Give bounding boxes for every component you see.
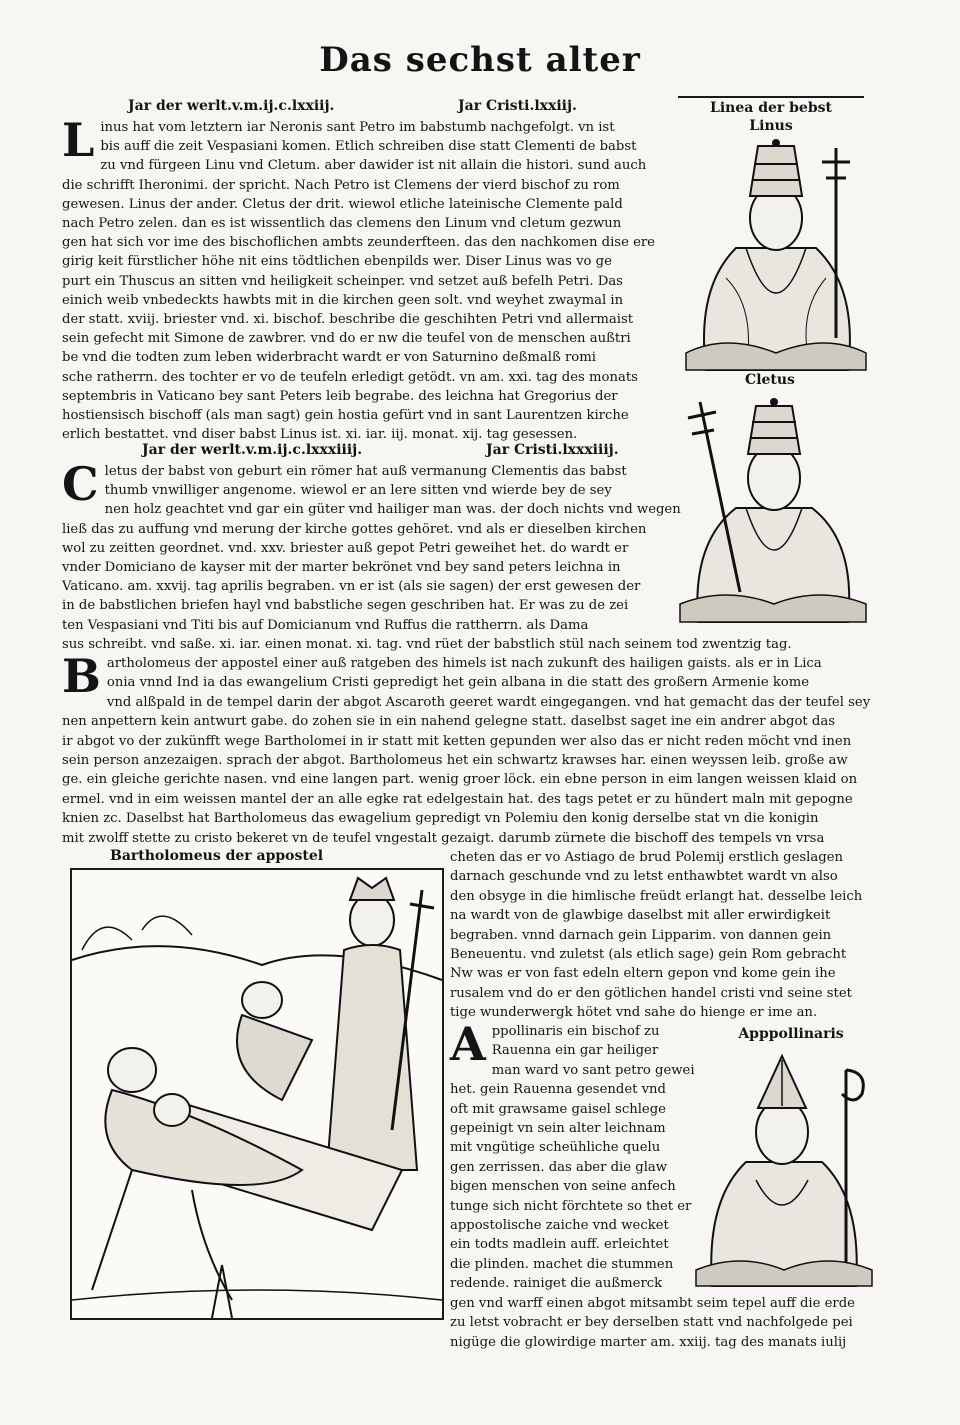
caption-linus: Linus [749, 118, 793, 134]
linus-line: erlich bestattet. vnd diser babst Linus ist. xi. iar. iij. monat. xij. tag gesessen. [62, 427, 578, 443]
linus-line: girig keit fürstlicher höhe nit eins tödtlichen ebenpilds wer. Diser Linus was vo ge [62, 254, 612, 270]
cletus-line: in de babstlichen briefen hayl vnd babstliche segen geschriben hat. Er was zu de zei [62, 598, 629, 614]
cletus-line: wol zu zeitten geordnet. vnd. xxv. briester auß gepot Petri geweihet het. do wardt er [62, 540, 629, 556]
appollinaris-line: oft mit grawsame gaisel schlege [450, 1101, 666, 1117]
appollinaris-line: ein todts madlein auff. erleichtet [450, 1237, 669, 1253]
linus-line: hostiensisch bischoff (als man sagt) gein hostia gefürt vnd in sant Laurentzen kirche [62, 408, 629, 424]
linus-portrait [686, 138, 866, 370]
bartholomeus-right-line: den obsyge in die himlische freüdt erlangt hat. desselbe leich [450, 888, 863, 904]
linus-line: sein gefecht mit Simone de zawbrer. vnd do er nw die teufel von de menschen außtri [62, 331, 631, 347]
cletus-line: thumb vnwilliger angenome. wiewol er an lere sitten vnd wierde bey de sey [104, 483, 612, 499]
bartholomeus-right-line: rusalem vnd do er den götlichen handel cristi vnd seine stet [450, 985, 852, 1001]
bartholomeus-right-line: na wardt von de glawbige daselbst mit aller erwirdigkeit [450, 908, 831, 924]
appollinaris-line: appostolische zaiche vnd wecket [450, 1218, 669, 1234]
appollinaris-line: het. gein Rauenna gesendet vnd [450, 1082, 666, 1098]
bartholomeus-text-block [62, 649, 872, 848]
appollinaris-line: bigen menschen von seine anfech [450, 1179, 676, 1195]
cletus-line: ließ das zu auffung vnd merung der kirche gottes gehöret. vnd als er dieselben kirchen [62, 521, 647, 537]
bartholomeus-right-line: cheten das er vo Astiago de brud Polemij erstlich geslagen [450, 850, 843, 865]
appollinaris-line: ppollinaris ein bischof zu [491, 1024, 660, 1039]
cletus-line: sus schreibt. vnd saße. xi. iar. einen monat. xi. tag. vnd rüet der babstlich stül nach seinem tod zwentzig tag. [62, 636, 792, 652]
linus-line: sche ratherrn. des tochter er vo de teufeln erledigt getödt. vn am. xxi. tag des monats [62, 369, 638, 385]
linus-line: zu vnd fürgeen Linu vnd Cletum. aber dawider ist nit allain die histori. sund auch [100, 158, 647, 174]
cletus-lines [62, 457, 792, 654]
linus-line: septembris in Vaticano bey sant Peters leib begrabe. des leichna hat Gregorius der [62, 388, 618, 404]
bartholomeus-line: ir abgot vo der zukünfft wege Bartholomei in ir statt mit ketten gepunden wer also das er nicht reden möcht vnd inen [62, 733, 852, 749]
bartholomeus-right-line: Nw was er von fast edeln eltern gepon vnd kome gein ihe [450, 966, 836, 982]
linus-line: einich weib vnbedeckts hawbts mit in die kirchen geen solt. vnd weyhet zwaymal in [62, 292, 624, 308]
linus-line: inus hat vom letztern iar Neronis sant Petro im babstumb nachgefolgt. vn ist [100, 120, 615, 135]
linus-line: nach Petro zelen. dan es ist wissentlich das clemens den Linum vnd cletum gezwun [62, 216, 622, 232]
linus-dropcap: L [62, 113, 95, 167]
linus-line: gen hat sich vor ime des bischoflichen ambts zeunderfteen. das den nachkomen dise ere [62, 235, 655, 251]
appollinaris-line: man ward vo sant petro gewei [491, 1062, 695, 1078]
linus-line: der statt. xviij. briester vnd. xi. bischof. beschribe die geschihten Petri vnd allermaist [62, 312, 634, 328]
appollinaris-line: redende. rainiget die außmerck [450, 1276, 663, 1292]
bartholomeus-line: vnd alßpald in de tempel darin der abgot Ascaroth geeret wardt eingegangen. vnd hat gemacht das der teufel sey [106, 694, 871, 710]
cletus-line: letus der babst von geburt ein römer hat auß vermanung Clementis das babst [104, 464, 627, 479]
linus-line: die schrifft Iheronimi. der spricht. Nach Petro ist Clemens der vierd bischof zu rom [62, 177, 620, 193]
bartholomeus-line: mit zwolff stette zu cristo bekeret vn de teufel vngestalt gezaigt. darumb zürnete die bischoff des tempels vn vrsa [62, 830, 825, 846]
bartholomeus-line: knien zc. Daselbst hat Bartholomeus das ewagelium gepredigt vn Polemiu den konig derselbe stat vn die konigin [62, 811, 819, 827]
bartholomeus-right-lines [450, 848, 872, 1023]
year-christ-1: Jar Cristi.lxxiij. [458, 98, 577, 114]
appollinaris-line: gen vnd warff einen abgot mitsambt seim tepel auff die erde [450, 1295, 855, 1311]
year-christ-2: Jar Cristi.lxxxiiij. [486, 442, 619, 458]
year-world-2: Jar der werlt.v.m.ij.c.lxxxiiij. [142, 442, 363, 458]
appollinaris-line: gen zerrissen. das aber die glaw [450, 1159, 668, 1175]
linus-lines [62, 113, 668, 444]
linus-line: purt ein Thuscus an sitten vnd heiligkeit scheinper. vnd setzet auß befelh Petri. Das [62, 273, 623, 289]
caption-appollinaris: Apppollinaris [738, 1026, 844, 1042]
bartholomeus-line: ermel. vnd in eim weissen mantel der an alle egke rat edelgestain hat. des tags petet er zu hündert maln mit gepogne [62, 791, 853, 807]
bartholomeus-right-line: Beneuentu. vnd zuletst (als etlich sage) gein Rom gebracht [450, 947, 847, 963]
bartholomeus-right-block [450, 848, 872, 1023]
linus-line: be vnd die todten zum leben widerbracht wardt er von Saturnino deßmalß romi [62, 350, 596, 366]
appollinaris-line: gepeinigt vn sein alter leichnam [450, 1121, 666, 1137]
caption-bartholomeus: Bartholomeus der appostel [110, 848, 324, 864]
bartholomeus-lines [62, 649, 872, 848]
cletus-line: nen holz geachtet vnd gar ein güter vnd hailiger man was. der doch nichts vnd wegen [104, 502, 681, 518]
linus-text-block [62, 113, 668, 444]
bartholomeus-line: artholomeus der appostel einer auß ratgeben des himels ist nach zukunft des hailigen gaists. als er in Lica [106, 656, 822, 671]
linus-line: bis auff die zeit Vespasiani komen. Etlich schreiben dise statt Clementi de babst [100, 139, 637, 155]
year-world-1: Jar der werlt.v.m.ij.c.lxxiij. [128, 98, 335, 114]
appollinaris-dropcap: A [450, 1017, 486, 1071]
linus-line: gewesen. Linus der ander. Cletus der drit. wiewol etliche lateinische Clemente pald [62, 196, 623, 212]
bartholomeus-line: nen anpettern kein antwurt gabe. do zohen sie in ein nahend gelegne statt. daselbst saget ine ein andrer abgot das [62, 714, 835, 730]
appollinaris-line: Rauenna ein gar heiliger [491, 1043, 659, 1059]
cletus-line: vnder Domiciano de kayser mit der marter bekrönet vnd bey sand peters leichna in [62, 560, 621, 576]
appollinaris-line: zu letst vobracht er bey derselben statt vnd nachfolgede pei [450, 1315, 853, 1331]
cletus-text-block [62, 457, 792, 654]
cletus-line: Vaticano. am. xxvij. tag aprilis begraben. vn er ist (als sie sagen) der erst gewesen der [62, 579, 641, 595]
appollinaris-line: die plinden. machet die stummen [450, 1256, 674, 1272]
caption-cletus: Cletus [745, 372, 795, 388]
cletus-dropcap: C [62, 457, 99, 511]
cletus-line: ten Vespasiani vnd Titi bis auf Domicianum vnd Ruffus die rattherrn. als Dama [62, 617, 589, 633]
cletus-portrait [680, 392, 866, 622]
bartholomeus-woodcut [70, 868, 444, 1320]
appollinaris-portrait [696, 1050, 872, 1286]
bartholomeus-right-line: darnach geschunde vnd zu letst enthawbtet wardt vn also [450, 869, 838, 885]
top-rule [678, 96, 864, 98]
appollinaris-line: nigüge die glowirdige marter am. xxiij. tag des manats iulij [450, 1334, 847, 1350]
appollinaris-line: tunge sich nicht förchtete so thet er [450, 1198, 692, 1214]
appollinaris-line: mit vngütige scheühliche quelu [450, 1140, 661, 1156]
bartholomeus-line: onia vnnd Ind ia das ewangelium Cristi gepredigt het gein albana in die statt des großern Armenie kome [106, 675, 810, 691]
bartholomeus-dropcap: B [62, 649, 101, 703]
caption-linea-der-bebst: Linea der bebst [710, 100, 832, 116]
page-title: Das sechst alter [319, 40, 641, 80]
bartholomeus-line: sein person anzezaigen. sprach der abgot. Bartholomeus het ein schwartz krawses har. einen weyssen leib. große aw [62, 753, 848, 769]
bartholomeus-right-line: begraben. vnnd darnach gein Lipparim. von dannen gein [450, 927, 832, 943]
bartholomeus-right-line: tige wunderwergk hötet vnd sahe do hienge er ime an. [450, 1005, 818, 1021]
bartholomeus-line: ge. ein gleiche gerichte nasen. vnd eine langen part. wenig groer löck. ein ebne person in eim langen weissen klaid on [62, 772, 858, 788]
